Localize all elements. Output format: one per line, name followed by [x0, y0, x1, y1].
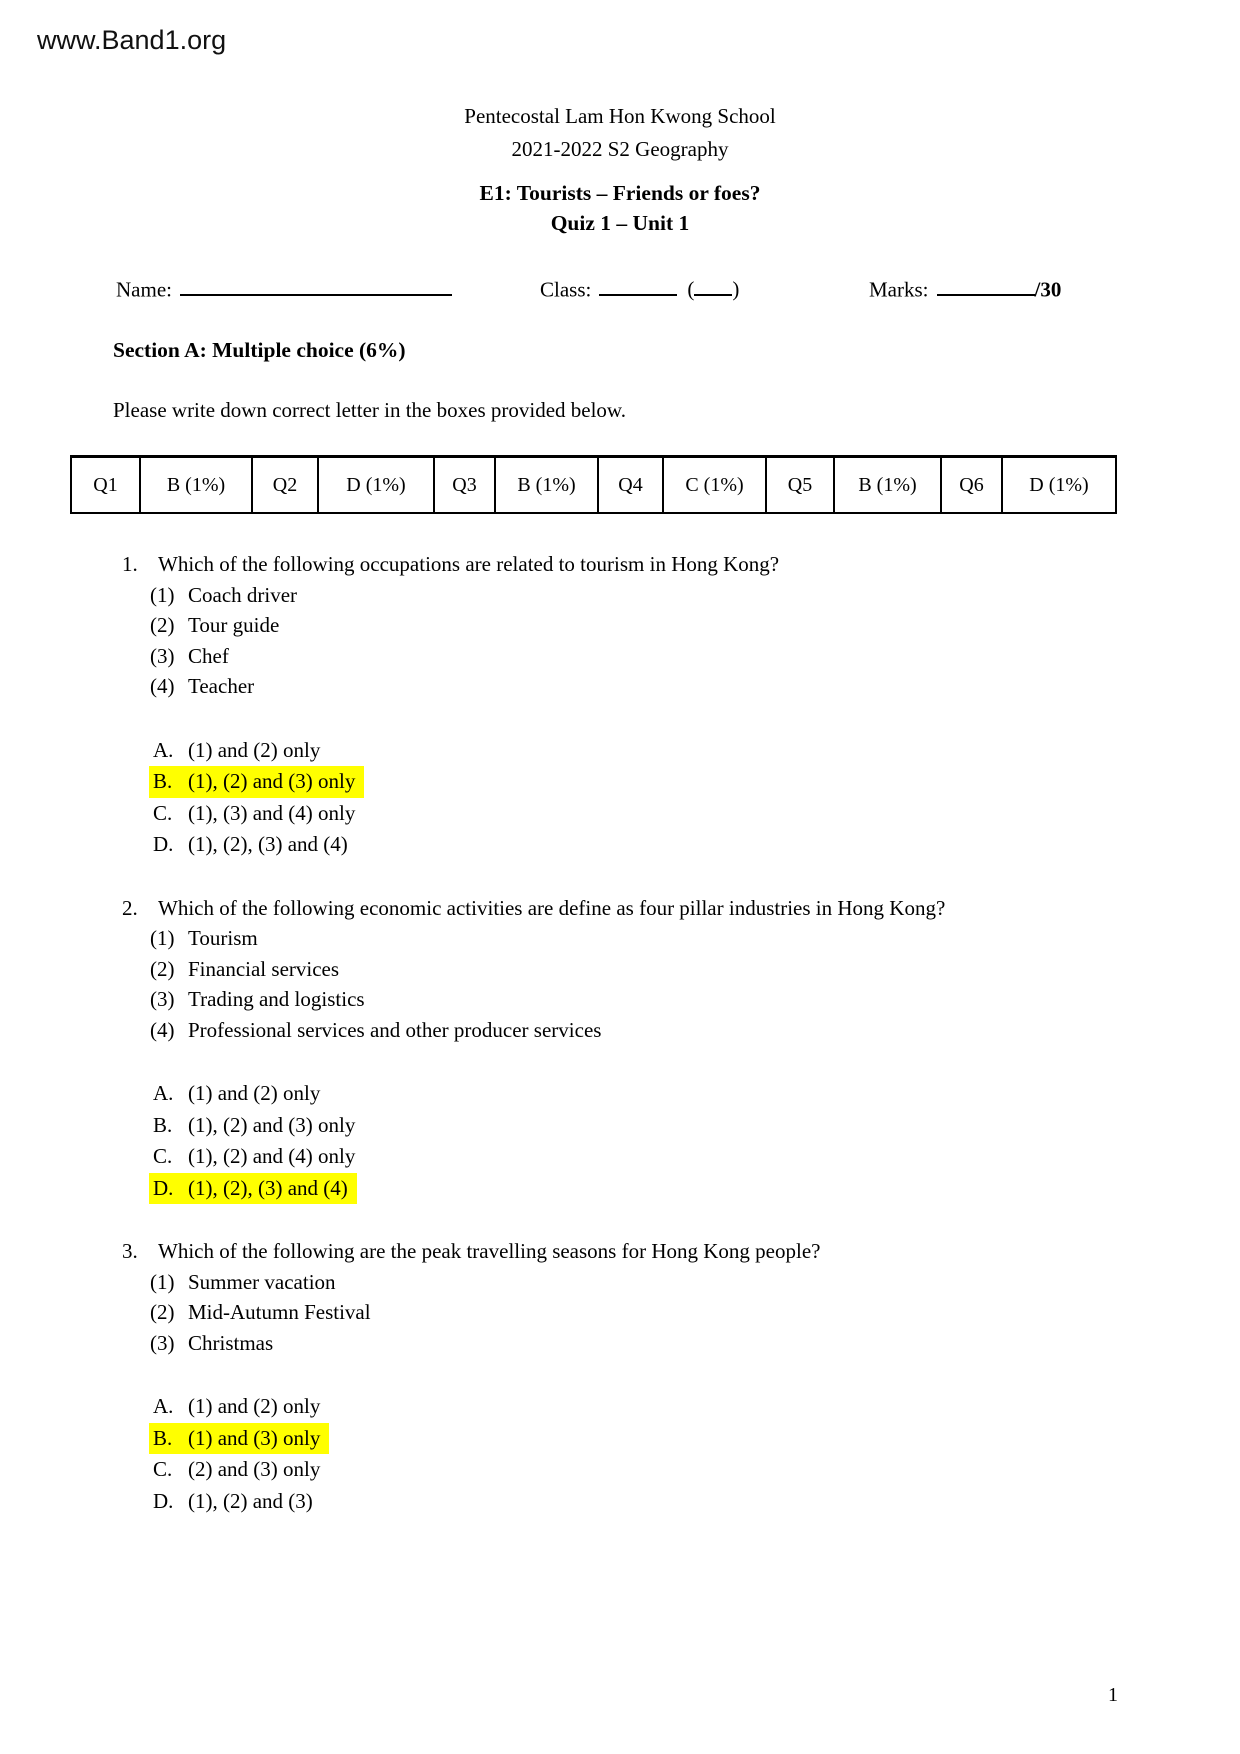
item-marker: (2)	[150, 1300, 175, 1324]
choice-d-highlighted-answer	[153, 1173, 1202, 1205]
item-text: Christmas	[188, 1330, 274, 1355]
item-text: Coach driver	[188, 582, 298, 607]
question-text: Which of the following are the peak travelling seasons for Hong Kong people?	[158, 1239, 821, 1263]
answer-q6-label: Q6	[941, 457, 1002, 514]
question-2	[122, 893, 1202, 1205]
choice-c	[153, 798, 1202, 830]
name-blank-line	[180, 273, 452, 296]
choice-marker: D.	[153, 1175, 174, 1200]
item-text: Tourism	[188, 926, 258, 950]
list-item	[150, 1328, 1202, 1359]
item-marker: (3)	[150, 643, 175, 668]
list-item	[150, 1267, 1202, 1298]
choice-b-highlighted-answer	[153, 1423, 1202, 1455]
question-1-items	[150, 580, 1202, 702]
item-marker: (3)	[150, 1330, 175, 1355]
answer-q5-value: B (1%)	[834, 457, 941, 514]
question-1-line	[122, 549, 1202, 580]
answer-q3-value: B (1%)	[495, 457, 598, 514]
marks-field-group	[869, 273, 1061, 302]
item-marker: (2)	[150, 613, 175, 637]
item-marker: (1)	[150, 582, 175, 607]
list-item	[150, 580, 1202, 611]
section-a-instruction: Please write down correct letter in the boxes provided below.	[113, 398, 626, 422]
question-3-line	[122, 1236, 1202, 1267]
choice-b	[153, 1110, 1202, 1142]
choice-text: (1), (2) and (3) only	[188, 769, 356, 793]
paren-close: )	[732, 277, 740, 302]
question-2-line	[122, 893, 1202, 924]
site-watermark: www.Band1.org	[37, 25, 227, 55]
name-field-group	[116, 273, 452, 302]
question-number: 1.	[122, 552, 138, 576]
list-item	[150, 1297, 1202, 1328]
item-marker: (1)	[150, 1269, 175, 1294]
answer-q5-label: Q5	[766, 457, 834, 514]
marks-label: Marks:	[869, 277, 929, 302]
answer-q1-label: Q1	[71, 457, 140, 514]
choice-text: (1), (2) and (4) only	[188, 1144, 356, 1168]
choice-text: (1) and (2) only	[188, 1394, 321, 1418]
list-item	[150, 923, 1202, 954]
choice-text: (1), (3) and (4) only	[188, 800, 356, 825]
questions-list	[122, 549, 1202, 1517]
paren-open: (	[687, 277, 695, 302]
question-text: Which of the following occupations are related to tourism in Hong Kong?	[158, 552, 780, 576]
choice-text: (1), (2) and (3) only	[188, 1112, 356, 1137]
marks-total: /30	[1034, 277, 1062, 302]
answer-q2-value: D (1%)	[318, 457, 434, 514]
item-marker: (1)	[150, 926, 175, 950]
choice-text: (1), (2), (3) and (4)	[188, 832, 348, 856]
exercise-title: E1: Tourists – Friends or foes?	[479, 181, 761, 205]
list-item	[150, 984, 1202, 1015]
answer-q3-label: Q3	[434, 457, 495, 514]
class-blank-line	[599, 273, 677, 296]
item-text: Summer vacation	[188, 1269, 336, 1294]
item-text: Trading and logistics	[188, 987, 365, 1011]
list-item	[150, 610, 1202, 641]
answer-key-table	[70, 455, 1117, 514]
student-info-row	[0, 273, 1240, 307]
question-1-choices	[153, 735, 1202, 861]
choice-text: (1) and (3) only	[188, 1425, 321, 1450]
choice-marker: C.	[153, 800, 173, 825]
marks-blank-line	[937, 273, 1035, 296]
name-label: Name:	[116, 277, 172, 302]
choice-marker: D.	[153, 832, 174, 856]
question-3-items	[150, 1267, 1202, 1359]
item-marker: (2)	[150, 956, 175, 981]
item-marker: (4)	[150, 1017, 175, 1042]
choice-c	[153, 1454, 1202, 1486]
item-marker: (4)	[150, 674, 175, 698]
document-header	[0, 100, 1240, 238]
choice-text: (1) and (2) only	[188, 1081, 321, 1105]
choice-marker: B.	[153, 1425, 173, 1450]
item-text: Chef	[188, 643, 229, 668]
question-text: Which of the following economic activities are define as four pillar industries in Hong Kong?	[158, 895, 946, 920]
item-text: Financial services	[188, 956, 340, 981]
choice-marker: A.	[153, 1081, 174, 1105]
question-number: 3.	[122, 1239, 138, 1263]
answer-q1-value: B (1%)	[140, 457, 252, 514]
course-title: 2021-2022 S2 Geography	[511, 137, 729, 161]
choice-marker: B.	[153, 1112, 173, 1137]
answer-q4-label: Q4	[598, 457, 663, 514]
choice-marker: A.	[153, 1394, 174, 1418]
class-label: Class:	[540, 277, 592, 302]
question-1	[122, 549, 1202, 861]
answer-q2-label: Q2	[252, 457, 318, 514]
quiz-subtitle: Quiz 1 – Unit 1	[550, 211, 690, 235]
choice-marker: C.	[153, 1457, 173, 1481]
list-item	[150, 1015, 1202, 1046]
choice-a	[153, 1078, 1202, 1110]
item-text: Professional services and other producer services	[188, 1017, 602, 1042]
choice-a	[153, 1391, 1202, 1423]
class-field-group	[540, 273, 739, 302]
item-text: Mid-Autumn Festival	[188, 1300, 371, 1324]
class-number-parens	[687, 277, 739, 301]
item-text: Tour guide	[188, 613, 280, 637]
school-name: Pentecostal Lam Hon Kwong School	[464, 104, 776, 128]
list-item	[150, 641, 1202, 672]
list-item	[150, 954, 1202, 985]
choice-d	[153, 829, 1202, 861]
page-number: 1	[1108, 1684, 1118, 1706]
answer-q6-value: D (1%)	[1002, 457, 1116, 514]
choice-marker: A.	[153, 737, 174, 762]
question-2-items	[150, 923, 1202, 1045]
choice-marker: B.	[153, 769, 173, 793]
choice-marker: D.	[153, 1488, 174, 1513]
item-marker: (3)	[150, 987, 175, 1011]
list-item	[150, 671, 1202, 702]
question-2-choices	[153, 1078, 1202, 1204]
section-a-heading: Section A: Multiple choice (6%)	[113, 338, 406, 362]
header-spacer	[0, 166, 1240, 178]
choice-a	[153, 735, 1202, 767]
question-3	[122, 1236, 1202, 1517]
choice-text: (1), (2), (3) and (4)	[188, 1175, 348, 1200]
choice-d	[153, 1486, 1202, 1518]
choice-marker: C.	[153, 1144, 173, 1168]
answer-key-row	[71, 457, 1116, 514]
question-3-choices	[153, 1391, 1202, 1517]
item-text: Teacher	[188, 674, 255, 698]
answer-q4-value: C (1%)	[663, 457, 766, 514]
choice-text: (1), (2) and (3)	[188, 1488, 313, 1513]
choice-text: (1) and (2) only	[188, 737, 321, 762]
question-number: 2.	[122, 895, 138, 920]
choice-b-highlighted-answer	[153, 766, 1202, 798]
choice-text: (2) and (3) only	[188, 1457, 321, 1481]
class-number-blank-line	[694, 273, 732, 296]
choice-c	[153, 1141, 1202, 1173]
